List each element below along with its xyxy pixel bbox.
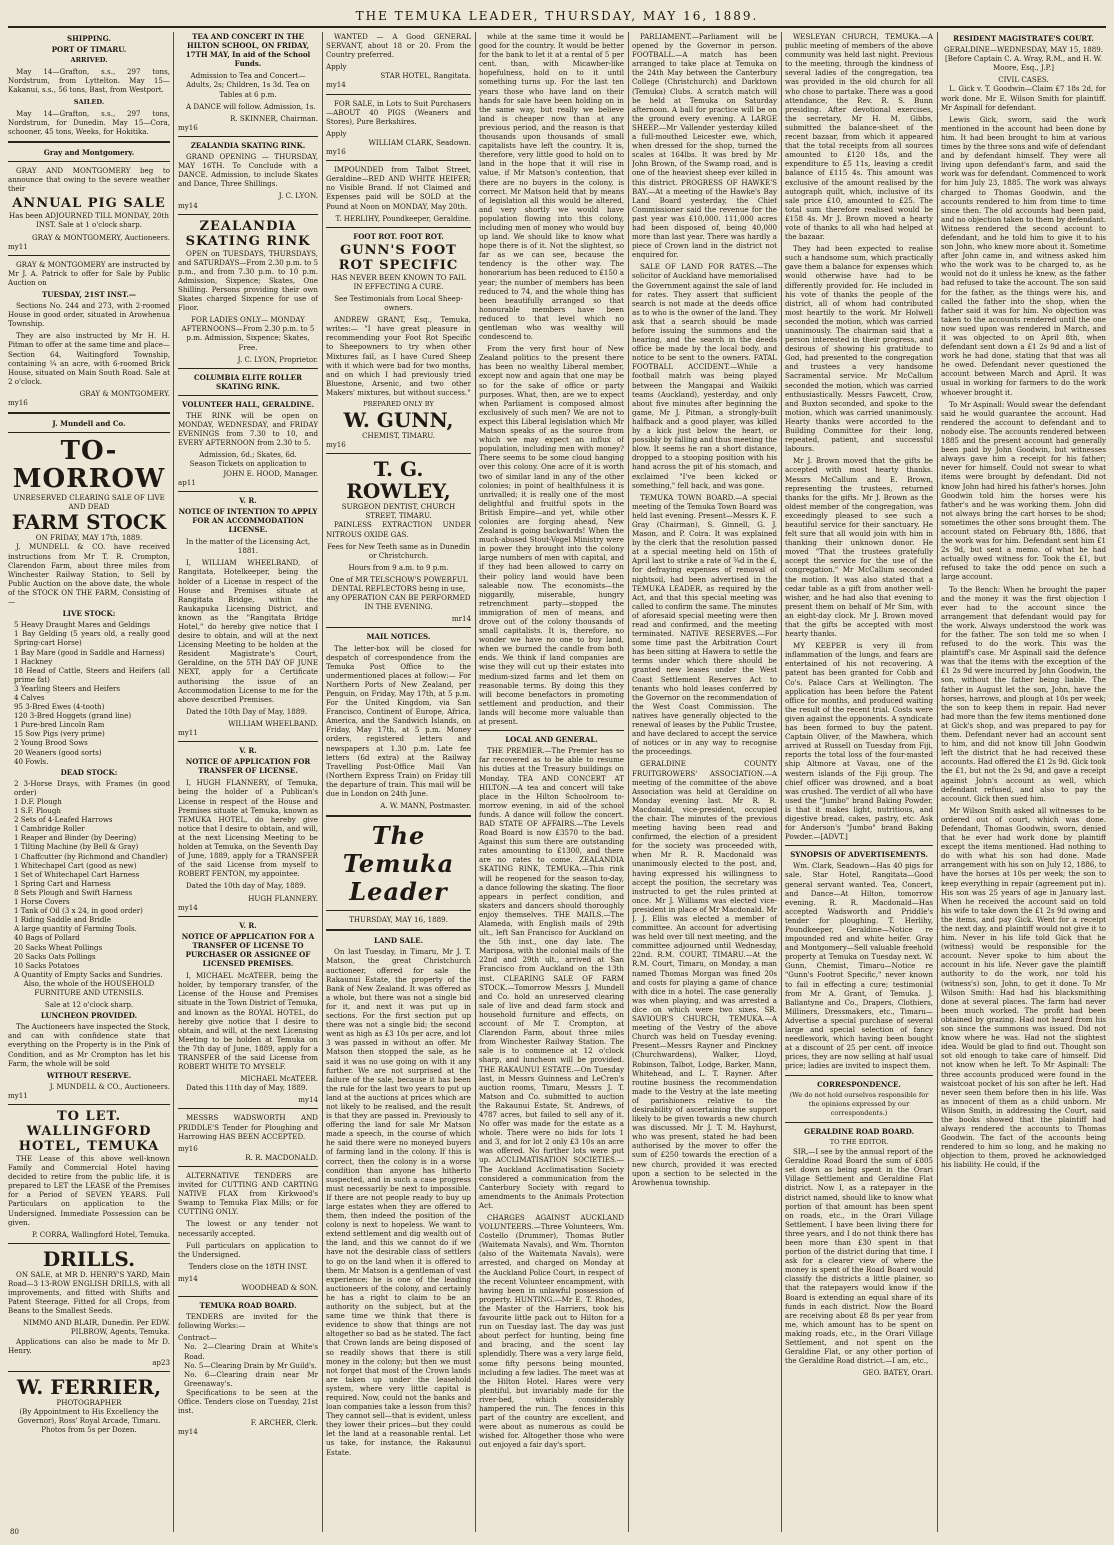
gm2-text: GRAY & MONTGOMERY are instructed by Mr J. A. Patrick to offer for Sale by Public Auction on xyxy=(8,259,170,287)
volunteer-season: Season Tickets on application to xyxy=(189,459,307,469)
mail-heading: MAIL NOTICES. xyxy=(366,632,431,642)
notice1-date: Dated the 10th Day of May, 1889. xyxy=(186,706,308,716)
ref: my16 xyxy=(178,122,198,132)
tea-heading: TEA AND CONCERT IN THE HILTON SCHOOL, ON FRIDAY, 17TH MAY, In aid of the School Funds. xyxy=(185,32,311,69)
gunn-chemist: CHEMIST, TIMARU. xyxy=(362,431,435,441)
local-text-2: CHARGES AGAINST AUCKLAND VOLUNTEERS.—Three Volunteers, Wm. Costello (Drummer), Thomas Butler (Waitemata Navals), and Wm. Thornton (also of the Waitemata Navals), were arrested, and charged on Monday at the Auckland Police Court, in respect of the recent Volunteer encampment, with having been in unlawful possession of property. HUNTING.—Mr E. T. Rhodes, the Master of the Harriers, took his favourite little pack out to Hilton for a run on Tuesday last. The day was just about perfect for hunting, being fine and bracing, and the scent lay splendidly. There was a very large field, some fifty persons being mounted, including a few ladies. The meet was at the Hilton Hotel. Hares were very plentiful, but invariably made for the river-bed, which considerably hampered the run. The fences in this part of the country are excellent, and were about as numerous as could be wished for. Altogether those who were out enjoyed a fair day's sport. xyxy=(479,1213,624,1450)
volunteer-text: THE RINK will be open on MONDAY, WEDNESDAY, and FRIDAY EVENINGS from 7.30 to 10, and EVERY AFTERNOON from 2.30 to 5. xyxy=(178,411,318,448)
drills-note: Applications can also be made to Mr D. Henry. xyxy=(8,1336,170,1355)
notice3-sign: MICHAEL McATEER. xyxy=(240,1074,318,1084)
prepared-text: PREPARED ONLY BY xyxy=(363,400,434,408)
list-item: 1 Set of Whitechapel Cart Harness xyxy=(14,869,140,879)
list-item: 1 Tank of Oil (3 x 24, in good order) xyxy=(14,906,143,916)
list-item: 1 Reaper and Binder (by Deering) xyxy=(14,833,137,843)
gm2-date: TUESDAY, 21ST INST.— xyxy=(42,289,136,299)
gunn-testimonials: See Testimonials from Local Sheep-owners. xyxy=(334,293,463,313)
column-1 xyxy=(8,32,170,1532)
alt-tenders-4: Tenders close on the 18TH INST. xyxy=(188,1261,308,1271)
notice1-heading: NOTICE OF INTENTION TO APPLY FOR AN ACCOMMODATION LICENSE. xyxy=(178,506,318,535)
letter-sign: GEO. BATEY, Orari. xyxy=(862,1368,933,1378)
court-subheading: GERALDINE—WEDNESDAY, MAY 15, 1889. xyxy=(943,45,1104,55)
ladies-sign: J. C. LYON, Proprietor. xyxy=(237,354,318,364)
list-item: 1 Spring Cart and Harness xyxy=(14,878,111,888)
editorial-text-1: while at the same time it would be good for the country. It would be better for the bank to let it at a rental of 5 per cent. than, with Micawber-like hopefulness, hold on to it until something turns up. For the last ten years those who have land on their hands for sale have been holding on in the same way, but really we believe land is cheaper now than at any previous period, and the reason is that thousands upon thousands of small capitalists have left the country. It is, therefore, very little good to hold on to land in the hope that it will rise in value, if Mr Matson's contention, that there are no buyers in the colony, is correct. Mr Matson held that by means of legislation all this would be altered, and very shortly we would have population flowing into this colony, including men of money who would buy up land. We should like to know what hope there is of it. Not the slightest, so far as we can see, because the tendency is the other way. The honorarium has been reduced to £150 a year; the number of members has been reduced to 74, and the whole thing has been beautifully arranged so that honourable members have been reduced to that level which no gentleman who was wealthy will condescend to. xyxy=(479,32,624,342)
news-text-4: MY KEEPER is very ill from inflammation of the lungs, and fears are entertained of his not recovering. A patent has been granted for Cobb and Co's. Palace Cars at Wellington. The application has been before the Patent office for months, and produced waiting the result of the recent trial. Costs were given against the opponents. A syndicate has been formed to buy the patent. Captain Oliver, of the Mawhera, which arrived at Russell on Tuesday from Fiji, reports the total loss of the four-masted ship Altmore at Vavau, one of the western islands of the Fiji group. The chief officer was drowned, and a boat was crushed. The verdict of all who have used the "Jumbo" brand Baking Powder, is that it makes light, nutritious, and digestive bread, cakes, pastry, etc. Ask for Anderson's "Jumbo" brand Baking Powder.—[ADVT.] xyxy=(785,641,933,842)
trb-text: TENDERS are invited for the following Works:— xyxy=(178,1312,318,1331)
notice3-heading: NOTICE OF APPLICATION FOR A TRANSFER OF LICENSE TO PURCHASER OR ASSIGNEE OF LICENSED PREMISES. xyxy=(181,931,315,969)
drills-sign: NIMMO AND BLAIR, Dunedin. Per EDW. PILBROW, Agents, Temuka. xyxy=(23,1318,170,1337)
list-item: 10 Sacks Potatoes xyxy=(14,960,80,970)
column-6 xyxy=(785,32,933,1532)
list-item: 1 D.F. Plough xyxy=(14,797,62,806)
sailed-text: May 14—Grafton, s.s., 297 tons, Nordstrum, for Dunedin. May 15—Cora, schooner, 45 tons, Weeks, for Hokitika. xyxy=(8,108,170,136)
trb-heading: TEMUKA ROAD BOARD. xyxy=(199,1301,297,1311)
hotel-title: WALLINGFORD HOTEL, TEMUKA xyxy=(18,1124,160,1154)
list-item: 1 Whitechapel Cart (good as new) xyxy=(14,860,137,870)
impounded-sign: T. HERLIHY, Poundkeeper, Geraldine. xyxy=(335,213,471,223)
gm2-sections: Sections No. 244 and 273, with 2-roomed House in good order, situated in Arowhenua Township. xyxy=(8,301,170,329)
list-item: 1 Riding Saddle and Bridle xyxy=(14,915,111,925)
arrived-heading: ARRIVED. xyxy=(70,56,108,65)
list-item: 4 Calves xyxy=(14,692,45,702)
ref: my11 xyxy=(8,1090,28,1100)
correspondence-note: (We do not hold ourselves responsible for the opinions expressed by our correspondents.) xyxy=(789,1090,929,1117)
columbia-heading: COLUMBIA ELITE ROLLER SKATING RINK. xyxy=(194,372,302,391)
wanted-sign: STAR HOTEL, Rangitata. xyxy=(380,71,471,81)
grand-opening: GRAND OPENING — THURSDAY, MAY 16TH. To Conclude with a DANCE. Admission, to include Skates and Dance, Three Shillings. xyxy=(178,152,318,189)
list-item: 1 Chaffcutter (by Richmond and Chandler) xyxy=(14,851,168,861)
without-reserve: WITHOUT RESERVE. xyxy=(46,1070,132,1080)
ref: my14 xyxy=(178,1273,198,1283)
notice2-text: I, HUGH FLANNERY, of Temuka, being the holder of a Publican's License in respect of the House and Premises situate at Temuka, known as TEMUKA HOTEL, do hereby give notice that I desire to obtain, and will, at the next Licensing Meeting to be holden at Temuka, on the Seventh Day of June, 1889, apply for a TRANSFER of the said License from myself to ROBERT FENTON, my appointee. xyxy=(178,778,318,879)
drills-text: ON SALE, at MR D. HENRY'S YARD, Main Road—3 13-ROW ENGLISH DRILLS, with all improvements, and fitted with Shifts and Patent Steerage. Fitted for all Crops, from Beans to the Smallest Seeds. xyxy=(8,1269,170,1316)
sale-time: Sale at 12 o'clock sharp. xyxy=(44,1000,134,1010)
list-item: 1 Bay Gelding (5 years old, a really good Spring-cart Horse) xyxy=(14,629,170,648)
court-text-2: To Mr Aspinall: Would swear the defendant said he would guarantee the account. Had rendered the account to defendant and to nobody else. The accounts rendered between 1885 and the present account had generally been paid by John Goodwin, but witnesses always gave him a receipt for his father; never for himself. Could not swear to what items were brought by defendant. Did not know John had hired his father's horses. John Goodwin told him the horses were his father's and he was working them. John did not always bring the cart horses to be shod; sometimes the other sons brought them. The account stated on February 8th, 1886, that the work was for him. Defendant sent him £1 2s 9d, but sent a memo. of what he had actually owed witness for. Took the £1, but refused to take the odd pence on such a large account. xyxy=(941,399,1106,582)
household-text: Also, the whole of the HOUSEHOLD FURNITURE AND UTENSILS. xyxy=(23,978,155,997)
list-item: 20 Sacks Wheat Pollings xyxy=(14,942,103,952)
dead-stock-list xyxy=(8,779,170,979)
alt-tenders-3: Full particulars on application to the Undersigned. xyxy=(178,1240,318,1259)
newspaper-page xyxy=(8,6,1106,1538)
list-item: 5 Heavy Draught Mares and Geldings xyxy=(14,620,151,630)
rowley-text: PAINLESS EXTRACTION UNDER NITROUS OXIDE GAS. xyxy=(326,520,471,539)
list-item: 2 Sets of 4-Leafed Harrows xyxy=(14,815,113,825)
unreserved-text: UNRESERVED CLEARING SALE OF LIVE AND DEAD xyxy=(13,493,165,512)
list-item: 120 3-Bred Hoggets (grand line) xyxy=(14,711,132,721)
mail-text: The letter-box will be closed for despatch of correspondence from the Temuka Post Office to the undermentioned places at follow:— For Northern Ports of New Zealand, per Penguin, on Friday, May 17th, at 5 p.m. For the United Kingdom, via San Francisco, Continent of Europe, Africa, America, and the Sandwich Islands, on Friday, May 17th, at 5 p.m. Money orders, registered letters and newspapers at 1.30 p.m. Late fee letters (6d extra) at the Railway Travelling Post-Office Mail Van (Northern Express Train) on Friday till the departure of train. This mail will be due in London on 24th June. xyxy=(326,643,471,798)
list-item: 1 S.F. Plough xyxy=(14,806,61,816)
case-text: L. Gick v. T. Goodwin—Claim £7 18s 2d, for work done. Mr E. Wilson Smith for plaintiff. Mr Aspinall for defendant. xyxy=(941,84,1106,112)
arrived-text: May 14—Grafton, s.s., 297 tons, Nordstrum, from Lyttelton. May 15—Kakanui, s.s., 56 tons, Bast, from Westport. xyxy=(8,67,170,95)
volunteer-admission: Admission, 6d.; Skates, 6d. xyxy=(199,450,297,460)
tea-sign: R. SKINNER, Chairman. xyxy=(230,113,318,123)
ref: ap11 xyxy=(178,477,196,487)
list-item: 1 Bay Mare (good in Saddle and Harness) xyxy=(14,647,165,657)
synopsis-text: Wm. Clark, Seadown—Has 40 pigs for sale. Star Hotel, Rangitata—Good general servant wanted. Tea, Concert, and Dance—At Hilton, tomorrow evening. R. R. Macdonald—Has accepted Wadsworth and Priddle's tender for ploughing. T. Herlihy, Poundkeeper, Geraldine—Notice re impounded red and white heifer. Gray and Montgomery—Sell valuable freehold property at Temuka on Tuesday next. W. Gunn, Chemist, Timaru—Notice re "Gunn's Footrot Specific," never known to fail in effecting a cure; testimonial from Mr A. Grant, of Temuka. J. Ballantyne and Co., Drapers, Clothiers, Milliners, Dressmakers, etc., Timaru—Advertise a special purchase of several large and special selection of fancy needlework, which having been bought at a discount of 25 per cent. off invoice prices, they are now selling at half usual price; ladies are invited to inspect them. xyxy=(785,861,933,1071)
live-stock-list xyxy=(8,620,170,766)
news-text-1: PARLIAMENT.—Parliament will be opened by the Governor in person. FOOTBALL.—A match has been arranged to take place at Temuka on the 24th May between the Canterbury College (Christchurch) and Darktown (Temuka) Clubs. A scratch match will be held at Temuka on Saturday afternoon. A ball for practice will be on the ground every evening. A LARGE SHEEP.—Mr Vallender yesterday killed a full-mouthed Leicester ewe, which, when dressed for the shop, turned the scales at 164lbs. It was bred by Mr John Brown, of the Swamp road, and is one of the heaviest sheep ever killed in this district. PROGRESS OF HAWKE'S BAY.—At a meeting of the Hawke's Bay Land Board yesterday, the Chief Commissioner said the revenue for the past year was £10,000. 111,000 acres had been disposed of, being 40,000 more than last year. There was hardly a piece of Crown land in the district not enquired for. xyxy=(632,32,777,260)
list-item: 1 Tilting Machine (by Bell & Gray) xyxy=(14,842,139,852)
paper-date: THURSDAY, MAY 16, 1889. xyxy=(349,915,448,925)
ref: my16 xyxy=(326,440,346,450)
ref: my11 xyxy=(8,241,28,251)
ref: my14 xyxy=(178,1427,198,1437)
gm-ad: GRAY AND MONTGOMERY beg to announce that owing to the severe weather their xyxy=(8,166,170,194)
list-item: 18 Head of Cattle, Steers and Heifers (all prime fat) xyxy=(14,665,170,684)
news-text-4: GERALDINE COUNTY FRUITGROWERS' ASSOCIATION.—A meeting of the committee of the above Association was held at Geraldine on Monday evening last. Mr R. R. Macdonald, vice-president, occupied the chair. The minutes of the previous meeting having been read and confirmed, the election of a president for the society was proceeded with, when Mr R. R. Macdonald was unanimously elected to the post, and, having expressed his willingness to accept the position, the secretary was instructed to get the rules printed at once. Mr J. Williams was elected vice-president in place of Mr Macdonald. Mr J. J. Ellis was elected a member of committee. An account for advertising was held over till next meeting, and the committee adjourned until Wednesday, 22nd. R.M. COURT, TIMARU.—At the R.M. Court, Timaru, on Monday, a man named Thomas Morgan was fined 20s and costs for playing a game of chance with dice in a hotel. The case generally was when playing, and was arrested a dice on which were two sixes. SR. SAVIOUR'S CHURCH, TEMUKA.—A meeting of the Vestry of the above Church was held on Tuesday evening. Present—Messrs Rayner and Pinckney (Churchwardens), Walker, Lloyd, Robinson, Talbot, Lodge, Barker, Mann, Whitehead, and L. T. Rayner. After routine business the recommendation made to the Vestry at the late meeting of parishioners relative to the desirability of ascertaining the support likely to be given towards a new church was discussed. Mr J. T. M. Hayhurst, who was present, stated he had been authorised by the mover to offer the sum of £250 towards the erection of a new church, provided it was erected upon a section to be selected in the Arowhenua township. xyxy=(632,759,777,1187)
volunteer-heading: VOLUNTEER HALL, GERALDINE. xyxy=(181,399,315,409)
column-3 xyxy=(326,32,471,1532)
list-item: 20 Weaners (good sorts) xyxy=(14,747,102,757)
paper-title: The Temuka Leader xyxy=(342,821,455,907)
notice2-date: Dated the 10th day of May, 1889. xyxy=(186,881,306,891)
grb-heading: GERALDINE ROAD BOARD. xyxy=(804,1126,914,1136)
list-item: 15 Sow Pigs (very prime) xyxy=(14,729,105,739)
live-stock-heading: LIVE STOCK: xyxy=(62,609,116,619)
civil-heading: CIVIL CASES. xyxy=(998,75,1049,85)
pig-sale-sign: GRAY & MONTGOMERY, Auctioneers. xyxy=(32,232,170,242)
notice1-matter: In the matter of the Licensing Act, 1881. xyxy=(185,537,311,556)
zealandia-text: OPEN on TUESDAYS, THURSDAYS, and SATURDAYS—From 2.30 p.m. to 5 p.m., and from 7.30 p.m. to 10 p.m. Admission, Sixpence; Skates, One Shilling. Persons providing their own Skates charged Sixpence for use of Floor. xyxy=(178,248,318,313)
court-text-1: Lewis Gick, sworn, said the work mentioned in the account had been done by him. It had been brought to him at various times by the three sons and wife of defendant and by defendant himself. They were all living upon defendant's farm, and said the work was for defendant. Commenced to work for him July 23, 1885. The work was always charged to Thomas Goodwin, and the accounts rendered to him from time to time since then. The old accounts had been paid, and no objection taken to them by defendant. Witness rendered the second account to defendant, and he told him to give it to his son John, who knew more about it. Sometime after John came in, and witness asked him who the work was to be charged to, as he would not do it unless he knew, as the father had refused to take the account. The son said for the father, as the things were his, and called the father into the shop, when the father said it was for him. No objection was taken to the accounts rendered until the one now sued upon was rendered in March, and it was objected to on April 8th, when defendant sent down a £1 2s 9d and a list of work he had done, stating that that was all he owed. Defendant never questioned the account between March and April. It was usual in working for farmers to do the work whoever brought it. xyxy=(941,114,1106,397)
gunn-title: GUNN'S FOOT ROT SPECIFIC xyxy=(338,242,459,273)
court-text-3: To the Bench: When he brought the paper and the money it was the first objection I ever had to the account since the arrangement that defendant would pay for the work. Always understood the work was for the father. The son told me so when I refused to do the work. This was the plaintiff's case. Mr Aspinall said the defence was that the items with the exception of the £1 2s 9d were incurred by John Goodwin, the son, without the father being liable. The father in August let the son, John, have the horses, harrows, and plough at 10s per week; the son to keep them in repair. Had never had more than the few items mentioned done at Gick's shop, and was prepared to pay for them. Defendant never had an account sent to him, and did not know till John Goodwin left the district that he had received these accounts. Had offered the £1 2s 9d. Gick took the £1, but not the 2s 9d, and gave a receipt against John's account as well, which defendant refused, and also to pay the account. Gick then sued him. xyxy=(941,584,1106,803)
ref: my16 xyxy=(8,398,28,407)
wanted-text: WANTED — A Good GENERAL SERVANT, about 18 or 20. From the Country preferred. xyxy=(326,32,471,60)
column-5 xyxy=(632,32,777,1532)
hotel-text: THE Lease of this above well-known Family and Commercial Hotel having decided to retire from the public life, it is prepared to LET the LEASE of the Premises for a Period of SEVEN YEARS. Full Particulars on application to the Undersigned. Immediate Possession can be given. xyxy=(8,1154,170,1227)
trb-list xyxy=(178,1342,318,1387)
jm-text: J. MUNDELL & CO. have received instructions from Mr T. R. Crompton, Clarendon Farm, about three miles from Winchester Railway Station, to Sell by Public Auction on the above date, the whole of the STOCK ON THE FARM, Consisting of— xyxy=(8,542,170,607)
wadsworth-sign: R. R. MACDONALD. xyxy=(245,1152,318,1162)
ref: my16 xyxy=(326,147,346,157)
pig-sale-text: Has been ADJOURNED TILL MONDAY, 20th INST. Sale at 1 o'clock sharp. xyxy=(9,211,169,230)
page-number: 80 xyxy=(10,1528,19,1536)
trb-sign: F. ARCHER, Clerk. xyxy=(250,1418,318,1428)
gunn-subtitle: HAS NEVER BEEN KNOWN TO FAIL IN EFFECTING A CURE. xyxy=(331,272,466,291)
notice1-sign: WILLIAM WHEELBAND. xyxy=(228,718,318,728)
wadsworth-text: MESSRS WADSWORTH AND PRIDDLE'S Tender for Ploughing and Harrowing HAS BEEN ACCEPTED. xyxy=(178,1113,318,1141)
column-7 xyxy=(941,32,1106,1532)
ref: my11 xyxy=(178,728,198,737)
trb-spec: Specifications to be seen at the Office. Tenders close on Tuesday, 21st inst. xyxy=(178,1387,318,1416)
local-text: THE PREMIER.—The Premier has so far recovered as to be able to resume his duties at the Treasury buildings on Monday. TEA AND CONCERT AT HILTON.—A tea and concert will take place in the Hilton Schoolroom to-morrow evening, in aid of the school funds. A dance will follow the concert. BAD STATE OF AFFAIRS.—The Levels Road Board is now £3570 to the bad. Against this sum there are outstanding rates amounting to £1300, and there are no rates to come. ZEALANDIA SKATING RINK, TEMUKA.—This rink will be reopened for the season to-day, a dance following the skating. The floor appears in perfect condition, and skaters and dancers should thoroughly enjoy themselves. THE MAILS.—The Alameda, with English mails of 29th ult., left San Francisco for Auckland on the 5th inst., one day late. The Mariposa, with the colonial mails of the 22nd and 29th ult., arrived at San Francisco from Auckland on the 13th inst. CLEARING SALE OF FARM STOCK.—Tomorrow Messrs J. Mundell and Co. hold an unreserved clearing sale of live and dead farm stock and household furniture and effects, on account of Mr T. Crompton, at Clarendon Farm, about three miles from Winchester Railway Station. The sale is to commence at 12 o'clock sharp, and luncheon will be provided. THE RAKAUNUI ESTATE.—On Tuesday last, in Messrs Guinness and LeCren's auction rooms, Timaru, Messrs J. T. Matson and Co. submitted to auction the Rakaunui Estate, St. Andrews, of 4787 acres, but failed to sell any of it. No offer was made for the estate as a whole. There were no bids for lots 1 and 3, and for lot 2 only £3 10s an acre was offered. No further lots were put up. ACCLIMATISATION SOCIETIES.—The Auckland Acclimatisation Society considered a communication from the Canterbury Society with regard to amendments to the Animals Protection Act. xyxy=(479,746,624,1210)
local-heading: LOCAL AND GENERAL. xyxy=(505,735,598,745)
rowley-note: One of MR TELSCHOW'S POWERFUL DENTAL REFLECTORS being in use, any OPERATION CAN BE PERFORMED IN THE EVENING. xyxy=(326,574,471,612)
gm2-sign: GRAY & MONTGOMERY. xyxy=(79,388,170,398)
columns xyxy=(8,32,1106,1532)
tolet-title: TO LET. xyxy=(56,1109,122,1124)
ref: my14 xyxy=(298,1095,318,1105)
zealandia-heading: ZEALANDIA SKATING RINK. xyxy=(190,140,306,150)
ferrier-text: (By Appointment to His Excellency the Governor), Ross' Royal Arcade, Timaru. Photos from 5s per Dozen. xyxy=(17,1406,161,1435)
list-item: 1 Pure-bred Lincoln Ram xyxy=(14,720,105,730)
ref: my14 xyxy=(326,80,346,90)
notice3-text: I, MICHAEL McATEER, being the holder, by temporary transfer, of the License of the House and Premises situate in the Town District of Temuka, and known as the ROYAL HOTEL, do hereby give notice that I desire to obtain, and will, at the next Licensing Meeting to be holden at Temuka on the 7th day of June, 1889, apply for a TRANSFER of the said License from ROBERT WHITE TO MYSELF. xyxy=(178,971,318,1072)
vr-mark: V. R. xyxy=(239,495,257,505)
alt-tenders: ALTERNATIVE TENDERS are invited for CUTTING AND CARTING NATIVE FLAX from Kirkwood's Swamp to Temuka Flax Mills; or for CUTTING ONLY. xyxy=(178,1170,318,1217)
list-item: 1 Hackney xyxy=(14,656,53,666)
court-before: [Before Captain C. A. Wray, R.M., and H. W. Moore, Esq., J.P.] xyxy=(945,54,1102,73)
farm-date: ON FRIDAY, MAY 17th, 1889. xyxy=(35,533,143,543)
notice2-heading: NOTICE OF APPLICATION FOR TRANSFER OF LICENSE. xyxy=(185,757,311,776)
rowley-fees: Fees for New Teeth same as in Dunedin or Christchurch. xyxy=(326,541,471,560)
hotel-sign: P. CORRA, Wallingford Hotel, Temuka. xyxy=(31,1229,170,1239)
dead-stock-heading: DEAD STOCK: xyxy=(60,767,118,777)
notice3-date: Dated this 11th day of May, 1889. xyxy=(186,1083,308,1093)
list-item: 1 Cambridge Roller xyxy=(14,824,85,834)
list-item: 20 Sacks Oats Pollings xyxy=(14,951,96,961)
tomorrow-title: TO-MORROW xyxy=(12,436,166,495)
shipping-heading: SHIPPING. xyxy=(67,34,111,43)
wanted-apply: Apply xyxy=(326,62,347,72)
footrot-heading: FOOT ROT. FOOT ROT. xyxy=(353,231,444,241)
rowley-name: T. G. ROWLEY, xyxy=(346,457,451,504)
gunn-quote: ANDREW GRANT, Esq., Temuka, writes:— "I have great pleasure in recommending your Foot Rot Specific to Sheepowners to try when other Mixtures fail, as I have Cured Sheep with it which were bad for two months, and on which I had previously tried Bluestone, Arsenic, and two other Makers' mixtures, but without success." xyxy=(326,315,471,397)
correspondence-heading: CORRESPONDENCE. xyxy=(817,1079,901,1089)
farm-stock-title: FARM STOCK xyxy=(11,510,167,535)
pig-sale-title: ANNUAL PIG SALE xyxy=(12,196,166,212)
ref: my16 xyxy=(178,1143,198,1153)
list-item: 1 Horse Covers xyxy=(14,897,70,907)
trb-contract: Contract— xyxy=(178,1333,217,1343)
list-item: 95 3-Bred Ewes (4-tooth) xyxy=(14,702,105,712)
list-item: 3 Yearling Steers and Heifers xyxy=(14,683,121,693)
letter-text: SIR,—I see by the annual report of the Geraldine Road Board the sum of £805 set down as being spent in the Orari Village Settlement and Geraldine Flat district. Now I, as a ratepayer in the district named, should like to know what portion of that amount has been spent on roads, etc., in the Orari Village Settlement. I have been living there for three years, and I do not think there has been more than £30 spent in that portion of the district during that time. I ask for a clearer view of where the money is spent of the Road Board would classify the districts a little plainer, so that the ratepayers would know if the Board is extending an equal share of its funds in each district. Now the Board are receiving about £8 8s per year from me, which amount has to be spent on making roads, etc., in the Orari Village Settlement, and not spent on the Geraldine Flat, or any other portion of the Geraldine Road district.—I am, etc., xyxy=(785,1147,933,1366)
alt-tenders-2: The lowest or any tender not necessarily accepted. xyxy=(178,1219,318,1238)
jm-note: The Auctioneers have inspected the Stock, and can with confidence state that everything on the Property is in the Pink of Condition, and as Mr Crompton has let his Farm, the whole will be sold xyxy=(8,1022,170,1068)
zealandia-title: ZEALANDIA SKATING RINK xyxy=(185,218,311,249)
notice1-text: I, WILLIAM WHEELBAND, of Rangitata, Hotelkeeper, being the holder of a License in respect of the House and Premises situate at Rangitata Bridge, within the Raukapuka Licensing District, and known as the "Rangitata Bridge Hotel," do hereby give notice that I desire to obtain, and will at the next Licensing Meeting to be holden at the Resident Magistrate's Court, Geraldine, on the 5TH DAY OF JUNE NEXT, apply for a Certificate authorising the issue of an Accommodation License to me for the above described Premises. xyxy=(178,558,318,704)
ref: mr14 xyxy=(451,614,471,624)
column-4 xyxy=(479,32,624,1532)
land-sale-text: On last Tuesday, in Timaru, Mr J. T. Matson, the great Christchurch auctioneer, offered for sale the Rakaunui Estate, the property of the Bank of New Zealand. It was offered as a whole, but there was not a single bid for it, and next it was put up in sections. For the first section put up there was not a single bid; the second went as high as £3 10s per acre, and lot 3 was passed in without an offer. Mr Matson then stopped the sale, as he said it was no use going on with it any further. We are not surprised at the failure of the sale, because it has been the rule for the last two years to put up land at the auctions at prices which are not likely to be realised, and the result is that they are passed in. Previously to offering the land for sale Mr Matson made a speech, in the course of which he said there were no moneyed buyers of farming land in the colony. If this is correct, then the colony is in a worse condition than anyone has hitherto suspected, and in such a case progress must necessarily be next to impossible. If there are not people ready to buy up large estates when they are offered to them, then indeed the position of the colony is next to hopeless. We want to extend settlement and dig wealth out of the land, and this we cannot do if we have not the desirable class of settlers to go on the land when it is offered to them. Mr Matson is a gentleman of vast experience; he is one of the leading auctioneers of the colony, and certainly he has a right to claim to be an authority on the subject, but at the same time we think that there is evidence to show that things are not altogether so bad as he stated. The fact that Crown lands are being disposed of so readily shows that there is still money in the colony; but then we must not forget that most of the Crown lands are taken up under the leasehold system, where very little capital is required. Now, could not the banks and loan companies take a lesson from this? They cannot sell—that is evident, unless they lower their prices—but they could let the land at a reasonable rental. Let us take, for instance, the Rakaunui Estate. xyxy=(326,947,471,1457)
ref: ap23 xyxy=(152,1357,170,1367)
court-heading: RESIDENT MAGISTRATE'S COURT. xyxy=(953,34,1094,43)
alt-sign: WOODHEAD & SON. xyxy=(241,1282,318,1292)
list-item: A large quantity of Farming Tools. xyxy=(14,924,137,934)
gm-heading: Gray and Montgomery. xyxy=(43,147,135,157)
impounded-text: IMPOUNDED from Talbot Street, Geraldine—RED AND WHITE HEIFER; no Visible Brand. If not Claimed and Expenses paid will be SOLD at the Pound at Noon on MONDAY, May 20th. xyxy=(326,165,471,211)
grand-sign: J. C. LYON. xyxy=(278,191,318,201)
list-item: 2 Young Brood Sows xyxy=(14,738,88,748)
ref: my14 xyxy=(178,200,198,210)
list-item: 8 Sets Plough and Swift Harness xyxy=(14,887,133,897)
list-item: No. 6—Clearing drain near Mr Greenaway's. xyxy=(184,1369,318,1388)
jm-heading: J. Mundell and Co. xyxy=(52,419,126,429)
drills-title: DRILLS. xyxy=(42,1246,136,1271)
ladies-text: FOR LADIES ONLY— MONDAY AFTERNOONS—From 2.30 p.m. to 5 p.m. Admission, Sixpence; Skates, Free. xyxy=(181,315,315,352)
vr-mark: V. R. xyxy=(239,920,257,930)
luncheon-text: LUNCHEON PROVIDED. xyxy=(40,1011,138,1021)
sale-sign: WILLIAM CLARK, Seadown. xyxy=(368,137,471,147)
list-item: 40 Bags of Pollard xyxy=(14,933,80,943)
land-sale-heading: LAND SALE. xyxy=(373,936,424,946)
wesleyan-text-3: Mr J. Brown moved that the gifts be accepted with most hearty thanks. Messrs McCallum and E. Brown, representing the trustees, returned thanks for the gifts. Mr J. Brown as the oldest member of the congregation, was exceedingly pleased to see such a beautiful service for their sanctuary. He felt sure that all would join with him in thanking their unknown donor. He moved "That the trustees gratefully accept the service for the use of the congregation." Mr McCallum seconded the motion. It was also stated that a cedar table as a gift from another well-wisher, and he had also that evening to present them on behalf of Mr Sim, with an eight-day clock. Mr J. Brown moved that the gifts be accepted with most hearty thanks. xyxy=(785,456,933,639)
tea-text-2: A DANCE will follow. Admission, 1s. xyxy=(186,101,316,111)
court-text-4: Mr Wilson Smith asked all witnesses to be ordered out of court, which was done. Defendant, Thomas Goodwin, sworn, denied that he ever had work done by plaintiff except the items mentioned. Had nothing to do with what his son had done. Made arrangement with his son on July 12, 1886, to have the horses at 10s per week; the son to keep everything in repair (agreement put in). His son was 25 years of age in January last. When he received the account said on told his wife to take down the £1 2s 9d owing and the items, and pay Gick. Went for a receipt the next day, and plaintiff would not give it to him. Never in his life told Gick that he (witness) would be responsible for the account. Never spoke to him about the account in his life. Never gave the plaintiff authority to do the work, nor told his (witness's) son, John, to get it done. To Mr Wilson Smith: Had had his blacksmithing done at several places. The farm had never been much worked. The profit had been obtained by grazing. Had not heard from his son since the summons was issued. Did not know where he was. Had not the slightest idea. Would be glad to find out. Thought son sot old enough to take care of himself. Did not know when he left. To Mr Aspinall: The three accounts produced were found in the waistcoat pocket of his son after he left. Had never seen them before then in his life. Was as innocent of them as a child unborn. Mr Wilson Smith, in addressing the Court, said the books showed that the plaintiff had always rendered the accounts to Thomas Goodwin. The fact of the accounts being rendered to him so long, and he making no objection to them, proved he acknowledged his liability. He could, if the xyxy=(941,805,1106,1170)
sale-text: FOR SALE, in Lots to Suit Purchasers —ABOUT 40 PIGS (Weaners and Stores), Pure Berkshires. xyxy=(326,98,471,126)
synopsis-heading: SYNOPSIS OF ADVERTISEMENTS. xyxy=(790,850,928,860)
gunn-name: W. GUNN, xyxy=(343,408,454,433)
notice2-sign: HUGH FLANNERY. xyxy=(248,893,318,903)
rowley-sub: SURGEON DENTIST, CHURCH STREET, TIMARU. xyxy=(341,502,456,521)
sale-apply: Apply xyxy=(326,128,347,138)
wesleyan-text-2: They had been expected to realise such a handsome sum, which practically gave them a balance for expenses which would otherwise have had to be differently provided for. He included in his vote of thanks the people of the district, all of whom had contributed most heartily to the work. Mr Holwell seconded the motion, which was carried unanimously. The chairman said that a person interested in their progress, and desirous of showing his gratitude to God, had presented to the congregation and trustees a very handsome Sacramental service. Mr McCallum seconded the motion, which was carried enthusiastically. Messrs Fawcett, Crow, and Buxton seconded, and spoke to the motion, which was carried unanimously. Hearty thanks were accorded to the Building Committee for their long, repeated, patient, and successful labours. xyxy=(785,244,933,454)
list-item: 2 3-Horse Drays, with Frames (in good order) xyxy=(14,778,170,797)
mail-sign: A. W. MANN, Postmaster. xyxy=(380,801,471,811)
sailed-heading: SAILED. xyxy=(73,97,105,106)
list-item: No. 5—Clearing Drain by Mr Guild's. xyxy=(184,1360,317,1370)
ref: my14 xyxy=(178,902,198,912)
ferrier-sub: PHOTOGRAPHER xyxy=(56,1397,122,1407)
masthead: THE TEMUKA LEADER, THURSDAY, MAY 16, 1889. xyxy=(8,6,1106,28)
wesleyan-text: WESLEYAN CHURCH, TEMUKA.—A public meeting of members of the above community was held last night. Previous to the meeting, through the kindness of several ladies of the congregation, tea was provided in the old church for all who chose to partake. There was a good attendance, the Rev. R. S. Bunn presiding. After devotional exercises, the secretary, Mr H. M. Gibbs, submitted the balance-sheet of the recent bazaar, from which it appeared that the total receipts from all sources amounted to £120 18s, and the expenditure to £5 11s, leaving a credit balance of £115 4s. This amount was exclusive of the amount realised by the autograph quilt, which, inclusive of its sale price £10, amounted to £25. The total sum therefore realised would be £158 4s. Mr J. Brown moved a hearty vote of thanks to all who had helped at the bazaar. xyxy=(785,32,933,242)
ferrier-title: W. FERRIER, xyxy=(16,1374,162,1399)
tea-text: Admission to Tea and Concert—Adults, 2s; Children, 1s 3d. Tea on Tables at 6 p.m. xyxy=(186,71,310,99)
column-2 xyxy=(178,32,318,1532)
port-heading: PORT OF TIMARU. xyxy=(51,45,127,55)
news-text-3: TEMUKA TOWN BOARD.—A special meeting of the Temuka Town Board was held last evening. Present—Messrs K. F. Gray (Chairman), S. Ginnell, G. J. Mason, and P. Coira. It was explained by the clerk that the resolution passed at a special meeting held on 15th of April last to strike a rate of ¾d in the £, for defraying expenses of removal of nightsoil, had been advertised in the TEMUKA LEADER, as required by the Act, and that this special meeting was called to confirm the same. The minutes of aforesaid special meeting were then read and confirmed, and the meeting terminated. NATIVE RESERVES.—For some time past the Arbitration Court has been sitting at Hawera to settle the terms under which there should be granted new leases under the West Coast Settlement Reserves Act to tenants who hold leases conferred by the Governor on the recommendation of the West Coast Commission. The natives have generally objected to the renewal of leases by the Public Trustee, and have declared to accept the service of notices or in any way to recognise the proceedings. xyxy=(632,492,777,757)
editorial-text-2: From the very first hour of New Zealand politics to the present there has been no wealthy Liberal member, except now and again that one may be so for the sake of office or party purposes. What, then, are we to expect when Parliament is composed almost exclusively of such men? We are not to expect this Liberal legislation which Mr Matson speaks of as the source from which we may expect an influx of population, including men with money? There seems to be some cloud hanging over this colony. One acre of it is worth two of similar land in any of the other colonies; in point of healthfulness it is unrivalled; it is really one of the most delightful and fruitful spots in the British Empire—and yet, while other colonies are forging ahead, New Zealand is going backwards! When the much-abused Stout-Vogel Ministry were in power they brought into the colony large numbers of men with capital, and if they had been allowed to carry on their policy land would have been saleable now. The economists—the niggardly, miserable, hungry retrenchment party—stopped the immigration of men of means, and drove out of the colony thousands of small capitalists. It is, therefore, no wonder we have no one to buy land, when we burned the candle from both ends. We think if land companies are wise they will cut up their estates into medium-sized farms and let them on reasonable terms. By doing this they will become benefactors in promoting settlement and production, and their lands will become more valuable than at present. xyxy=(479,344,624,727)
news-text-2: SALE OF LAND FOR RATES.—The solicitor of Auckland have memorialised the Government against the sale of land for rates. They assert that sufficient search is not made at the deeds office as to who is the owner of the land. They ask that a search should be made before issuing the summons and the hearing, and the search in the deeds office be made by the local body, and notice to be sent to the owners. FATAL FOOTBALL ACCIDENT.—While a football match was being played between the Mangapai and Waikiki teams (Auckland), yesterday, and only about five minutes after beginning the game, Mr J. Pitman, a strongly-built halfback and a good player, was killed by a kick just below the heart, or possibly by falling and thus meeting the blow. It seems he ran a short distance, dropped to a stooping position with his hand across the pit of his stomach, and exclaimed "I've been kicked or something," fell back, and was gone. xyxy=(632,262,777,490)
jm-sign: J. MUNDELL & CO., Auctioneers. xyxy=(49,1081,170,1091)
list-item: No. 2—Clearing Drain at White's Road. xyxy=(184,1342,318,1361)
to-editor: TO THE EDITOR. xyxy=(829,1137,889,1146)
gm2-sections-2: They are also instructed by Mr H. H. Pitman to offer at the same time and place— Section 64, Waitingford Township, containing ¼ an acre, with 6-roomed Brick House, situated on Main South Road. Sale at 2 o'clock. xyxy=(8,331,170,386)
list-item: A Quantity of Empty Sacks and Sundries. xyxy=(14,969,163,979)
rowley-hours: Hours from 9 a.m. to 9 p.m. xyxy=(348,562,449,572)
list-item: 40 Fowls. xyxy=(14,756,49,766)
volunteer-sign: JOHN E. HOOD, Manager. xyxy=(223,468,318,478)
vr-mark: V. R. xyxy=(239,746,257,756)
